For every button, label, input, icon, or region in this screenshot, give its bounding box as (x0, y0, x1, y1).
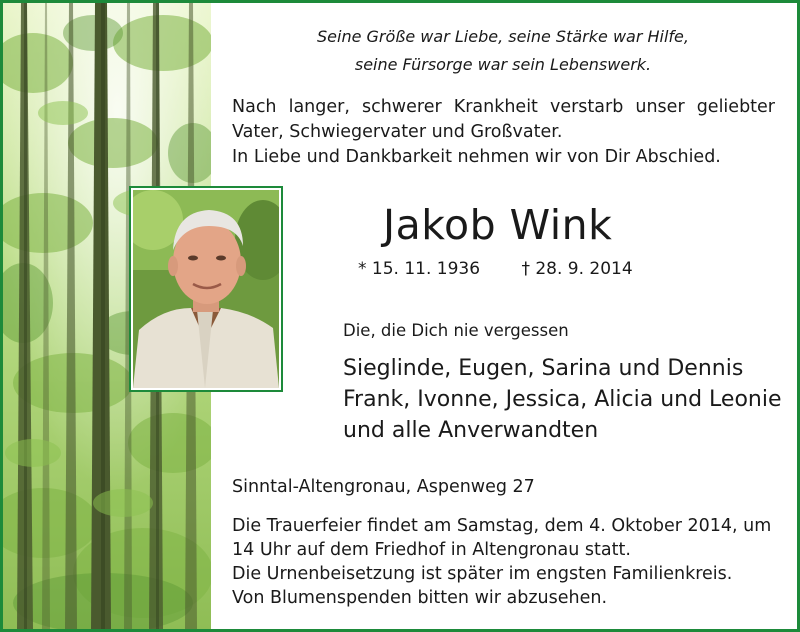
death-date: † 28. 9. 2014 (521, 259, 633, 279)
birth-date: * 15. 11. 1936 (358, 259, 481, 279)
life-dates (358, 259, 633, 279)
service-info (232, 514, 775, 610)
motto (243, 23, 763, 79)
service-line-1: Die Trauerfeier findet am Samstag, dem 4. Oktober 2014, um (232, 516, 772, 536)
mourners-heading: Die, die Dich nie vergessen (343, 321, 569, 340)
mourners-list (343, 353, 782, 446)
intro-paragraph-2: In Liebe und Dankbarkeit nehmen wir von Dir Abschied. (232, 147, 721, 167)
mourners-line: Frank, Ivonne, Jessica, Alicia und Leonie (343, 387, 782, 412)
portrait-photo (129, 186, 283, 392)
motto-line-2: seine Fürsorge war sein Lebenswerk. (354, 55, 652, 74)
service-line-2: 14 Uhr auf dem Friedhof in Altengronau statt. (232, 540, 631, 560)
service-line-3: Die Urnenbeisetzung ist später im engsten Familienkreis. (232, 564, 733, 584)
motto-line-1: Seine Größe war Liebe, seine Stärke war Hilfe, (317, 27, 689, 46)
intro-text (232, 95, 775, 170)
service-line-4: Von Blumenspenden bitten wir abzusehen. (232, 588, 608, 608)
mourners-line: Sieglinde, Eugen, Sarina und Dennis (343, 356, 744, 381)
deceased-name: Jakob Wink (383, 201, 613, 249)
intro-paragraph-1: Nach langer, schwerer Krankheit verstarb unser geliebter Vater, Schwiegervater und Großvater. (232, 97, 775, 142)
mourners-line: und alle Anverwandten (343, 418, 599, 443)
address: Sinntal-Altengronau, Aspenweg 27 (232, 477, 535, 497)
